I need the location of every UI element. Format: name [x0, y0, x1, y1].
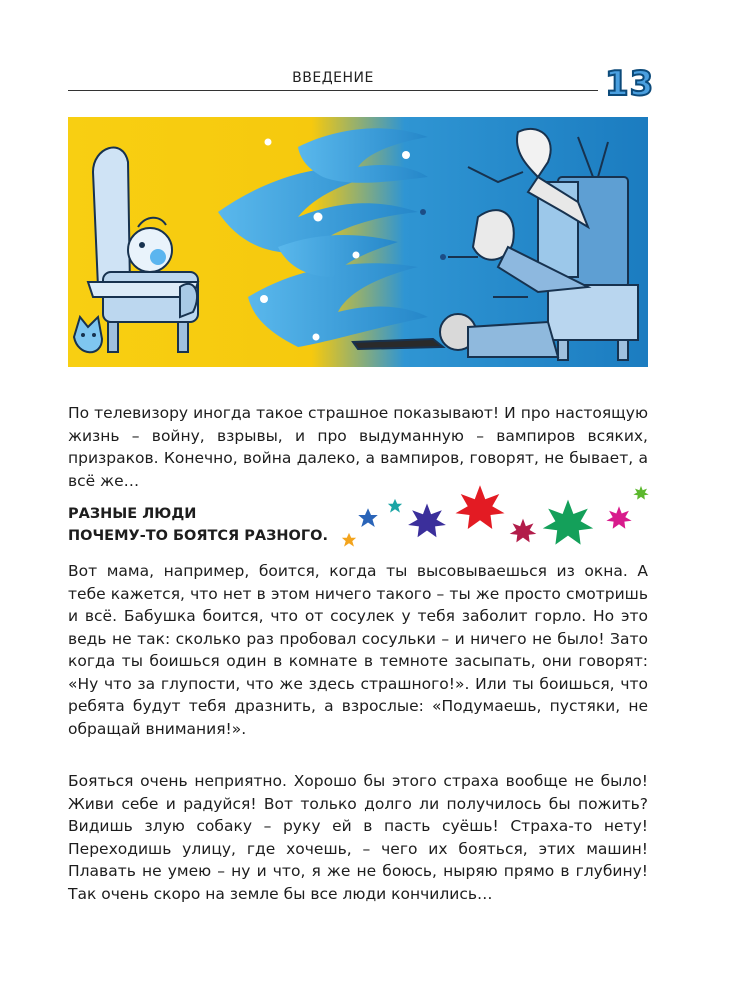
page-number: 13 — [605, 64, 655, 104]
section-subheading — [68, 503, 338, 547]
star-orange-icon — [342, 533, 356, 547]
decorative-stars — [335, 478, 655, 558]
tv-fears-illustration — [68, 117, 648, 367]
second-paragraph: Вот мама, например, боится, когда ты высовываешься из окна. А тебе кажется, что нет в этом ничего такого – ты же просто смотришь и всё. Бабушка боится, что от сосулек у тебя заболит горло. Но это ведь не так: сколько раз пробовал сосульки – и ничего не было! Зато когда ты боишься один в комнате в темноте засыпать, они говорят: «Ну что за глупости, что же здесь страшного!». Или ты боишься, что ребята будут тебя дразнить, а взрослые: «Подумаешь, пустяки, не обращай внимания!». — [68, 562, 648, 738]
star-green-icon — [543, 500, 593, 545]
star-lime-icon — [633, 486, 648, 500]
star-blue-small-icon — [358, 508, 378, 527]
star-magenta-icon — [606, 506, 631, 529]
star-teal-icon — [388, 499, 402, 513]
star-purple-icon — [408, 503, 446, 537]
star-crimson-icon — [510, 519, 537, 543]
subheading-line-2: ПОЧЕМУ-ТО БОЯТСЯ РАЗНОГО. — [68, 528, 328, 544]
subheading-line-1: РАЗНЫЕ ЛЮДИ — [68, 506, 197, 522]
header-rule — [68, 90, 598, 91]
running-header — [68, 62, 598, 92]
star-red-icon — [456, 485, 505, 529]
chapter-title: ВВЕДЕНИЕ — [292, 70, 374, 86]
intro-paragraph: По телевизору иногда такое страшное показывают! И про настоящую жизнь – войну, взрывы, и про выдуманную – вампиров всяких, призраков. Конечно, война далеко, а вампиров, говорят, не бывает, а всё же… — [68, 404, 648, 490]
third-paragraph: Бояться очень неприятно. Хорошо бы этого страха вообще не было! Живи себе и радуйся! Вот только долго ли получилось бы пожить? Видишь злую собаку – руку ей в пасть суёшь! Страха-то нету! Переходишь улицу, где хочешь, – чего их бояться, этих машин! Плавать не умею – ну и что, я же не боюсь, ныряю прямо в глубину! Так очень скоро на земле бы все люди кончились… — [68, 772, 648, 903]
